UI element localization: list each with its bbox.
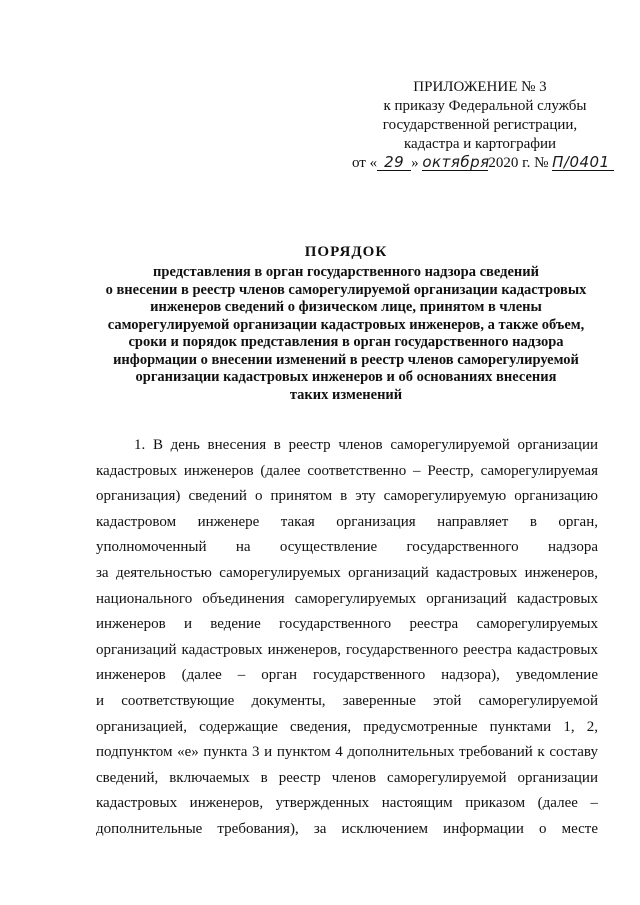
document-subtitle (92, 264, 600, 404)
paragraph-line: кадастровом инженере такая организация направляет в орган, (96, 513, 598, 530)
paragraph-line: национального объединения саморегулируемых организаций кадастровых (96, 590, 598, 607)
paragraph-line: организаций кадастровых инженеров, государственного реестра кадастровых (96, 641, 598, 658)
subtitle-line: о внесении в реестр членов саморегулируемой организации кадастровых (105, 281, 587, 298)
paragraph-line: дополнительные требования), за исключением информации о месте (96, 820, 598, 837)
subtitle-line: информации о внесении изменений в реестр членов саморегулируемой (113, 351, 579, 368)
date-year: 2020 г. № (488, 155, 549, 171)
paragraph-line: инженеров и ведение государственного реестра саморегулируемых (96, 616, 598, 633)
date-prefix: от « (352, 155, 378, 171)
paragraph-line: и соответствующие документы, заверенные этой саморегулируемой (96, 692, 598, 709)
paragraph-line: сведений, включаемых в реестр членов саморегулируемой организации (96, 769, 598, 786)
annex-cadastre-line: кадастра и картографии (403, 136, 557, 152)
handwritten-day: 29 (377, 154, 411, 171)
paragraph-1 (96, 433, 598, 843)
subtitle-line: сроки и порядок представления в орган государственного надзора (128, 334, 564, 350)
paragraph-line: 1. В день внесения в реестр членов саморегулируемой организации (134, 437, 598, 453)
paragraph-line: организацией, содержащие сведения, предусмотренные пунктами 1, 2, (96, 718, 598, 735)
subtitle-line: инженеров сведений о физическом лице, принятом в члены (150, 299, 542, 315)
paragraph-line: организация) сведений о принятом в эту саморегулируемую организацию (96, 488, 598, 505)
paragraph-line: инженеров (далее – орган государственного надзора), уведомление (96, 667, 598, 684)
annex-block (330, 78, 630, 173)
paragraph-line: уполномоченный на осуществление государственного надзора (96, 539, 598, 556)
annex-title: ПРИЛОЖЕНИЕ № 3 (413, 79, 547, 95)
annex-order-line: к приказу Федеральной службы (383, 98, 587, 114)
subtitle-line: таких изменений (289, 386, 403, 403)
paragraph-line: кадастровых инженеров, утвержденных настоящим приказом (далее – (96, 795, 598, 812)
annex-agency-line: государственной регистрации, (382, 117, 578, 133)
paragraph-line: за деятельностью саморегулируемых организаций кадастровых инженеров, (96, 564, 598, 581)
handwritten-order-number: П/0401 (552, 154, 614, 171)
handwritten-month: октября (422, 153, 490, 171)
paragraph-line: подпунктом «е» пункта 3 и пунктом 4 дополнительных требований к составу (96, 744, 598, 761)
subtitle-line: саморегулируемой организации кадастровых инженеров, а также объем, (107, 316, 585, 333)
date-mid: » (411, 155, 419, 171)
subtitle-line: организации кадастровых инженеров и об основаниях внесения (135, 369, 557, 385)
document-title: ПОРЯДОК (304, 244, 388, 260)
paragraph-line: кадастровых инженеров (далее соответственно – Реестр, саморегулируемая (96, 462, 598, 479)
annex-date-line (330, 154, 630, 173)
subtitle-line: представления в орган государственного надзора сведений (153, 264, 539, 280)
